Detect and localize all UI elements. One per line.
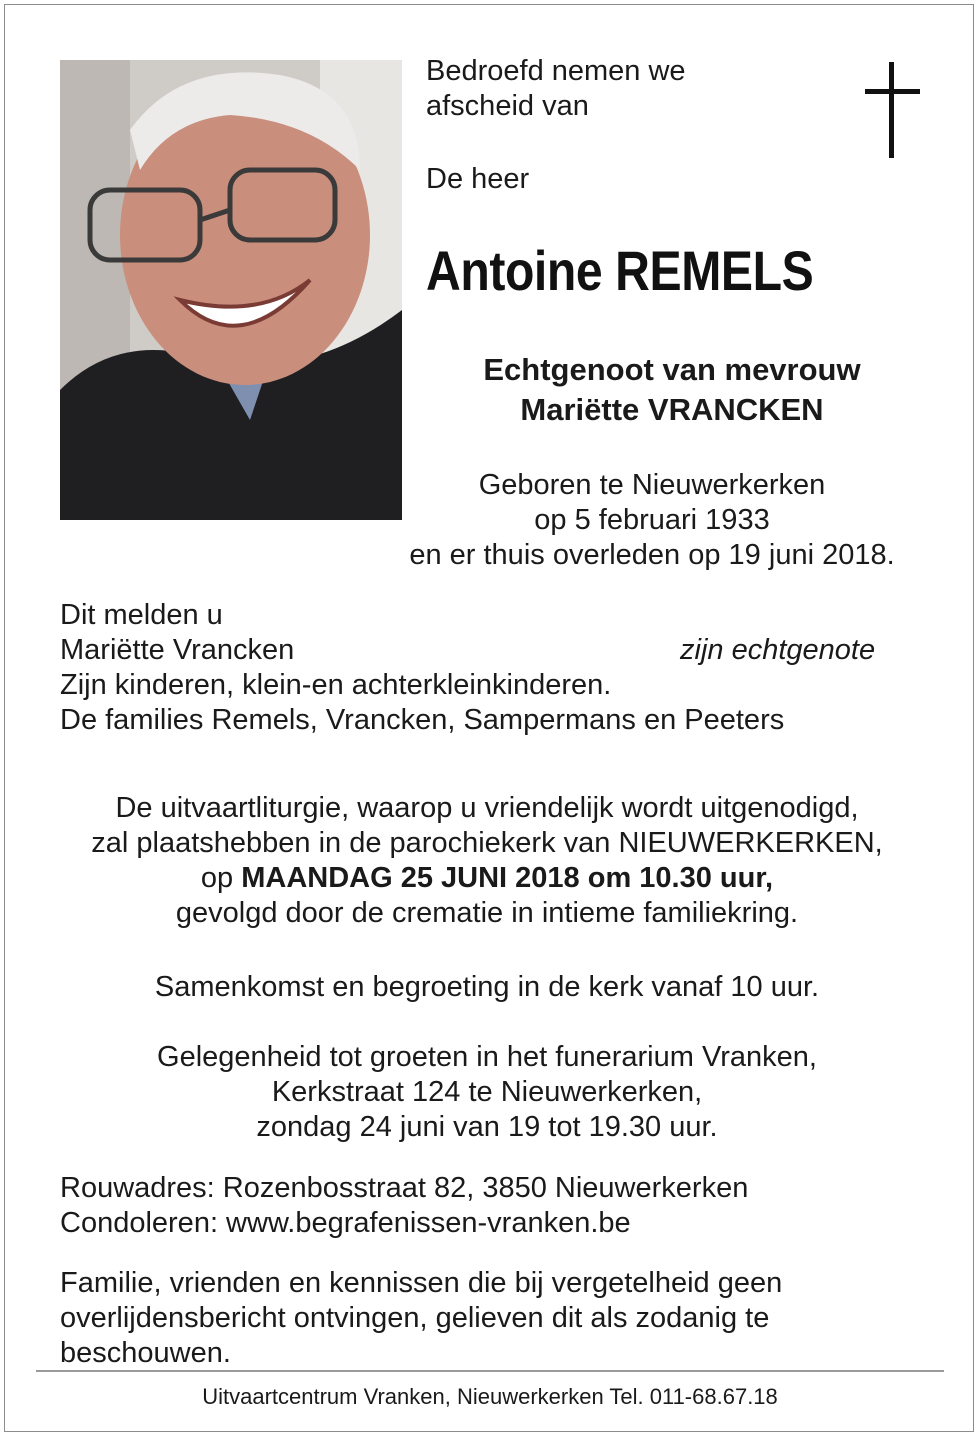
intro-line: afscheid van bbox=[426, 90, 589, 122]
condolence-link: Condoleren: www.begrafenissen-vranken.be bbox=[60, 1207, 631, 1239]
intro-line: Bedroefd nemen we bbox=[426, 55, 686, 87]
greeting-line: Kerkstraat 124 te Nieuwerkerken, bbox=[271, 1076, 703, 1108]
greeting-line: Gelegenheid tot groeten in het funerarium Vranken, bbox=[157, 1041, 817, 1073]
liturgy-line: gevolgd door de crematie in intieme familiekring. bbox=[175, 897, 799, 929]
cross-icon bbox=[862, 62, 922, 158]
spouse-line: Echtgenoot van mevrouw bbox=[483, 352, 861, 387]
intro-text bbox=[426, 54, 686, 124]
birth-line: Geboren te Nieuwerkerken bbox=[478, 469, 826, 501]
family-line: Zijn kinderen, klein-en achterkleinkinderen. bbox=[60, 669, 612, 701]
meeting-info: Samenkomst en begroeting in de kerk vanaf 10 uur. bbox=[154, 971, 820, 1003]
family-line: Mariëtte Vrancken bbox=[60, 634, 295, 666]
greeting-line: zondag 24 juni van 19 tot 19.30 uur. bbox=[256, 1111, 718, 1143]
greeting-info bbox=[40, 1040, 934, 1145]
family-announcement bbox=[60, 598, 784, 738]
family-line: De families Remels, Vrancken, Sampermans en Peeters bbox=[60, 704, 785, 736]
liturgy-line: De uitvaartliturgie, waarop u vriendelijk wordt uitgenodigd, bbox=[115, 792, 859, 824]
death-line: en er thuis overleden op 19 juni 2018. bbox=[409, 539, 895, 571]
family-line: Dit melden u bbox=[60, 599, 223, 631]
deceased-name: Antoine REMELS bbox=[426, 239, 814, 302]
spouse-line: Mariëtte VRANCKEN bbox=[520, 392, 824, 427]
footer-text: Uitvaartcentrum Vranken, Nieuwerkerken Tel. 011-68.67.18 bbox=[202, 1384, 778, 1409]
spouse-info bbox=[452, 350, 892, 430]
notice-text bbox=[60, 1266, 782, 1371]
liturgy-info bbox=[40, 791, 934, 931]
honorific: De heer bbox=[426, 163, 530, 195]
footer-divider bbox=[36, 1370, 944, 1372]
contact-info bbox=[60, 1171, 748, 1241]
mourning-address: Rouwadres: Rozenbosstraat 82, 3850 Nieuwerkerken bbox=[60, 1172, 749, 1204]
notice-line: Familie, vrienden en kennissen die bij vergetelheid geen bbox=[60, 1267, 783, 1299]
birth-line: op 5 februari 1933 bbox=[534, 504, 770, 536]
portrait-photo bbox=[60, 60, 402, 520]
notice-line: overlijdensbericht ontvingen, gelieven dit als zodanig te bbox=[60, 1302, 770, 1334]
notice-line: beschouwen. bbox=[60, 1337, 231, 1369]
liturgy-date: MAANDAG 25 JUNI 2018 om 10.30 uur, bbox=[241, 862, 774, 894]
liturgy-line: zal plaatshebben in de parochiekerk van NIEUWERKERKEN, bbox=[91, 827, 883, 859]
birth-death-info bbox=[390, 468, 914, 573]
liturgy-date-line bbox=[40, 861, 934, 896]
liturgy-date-prefix: op bbox=[200, 862, 242, 894]
family-role: zijn echtgenote bbox=[680, 634, 876, 666]
